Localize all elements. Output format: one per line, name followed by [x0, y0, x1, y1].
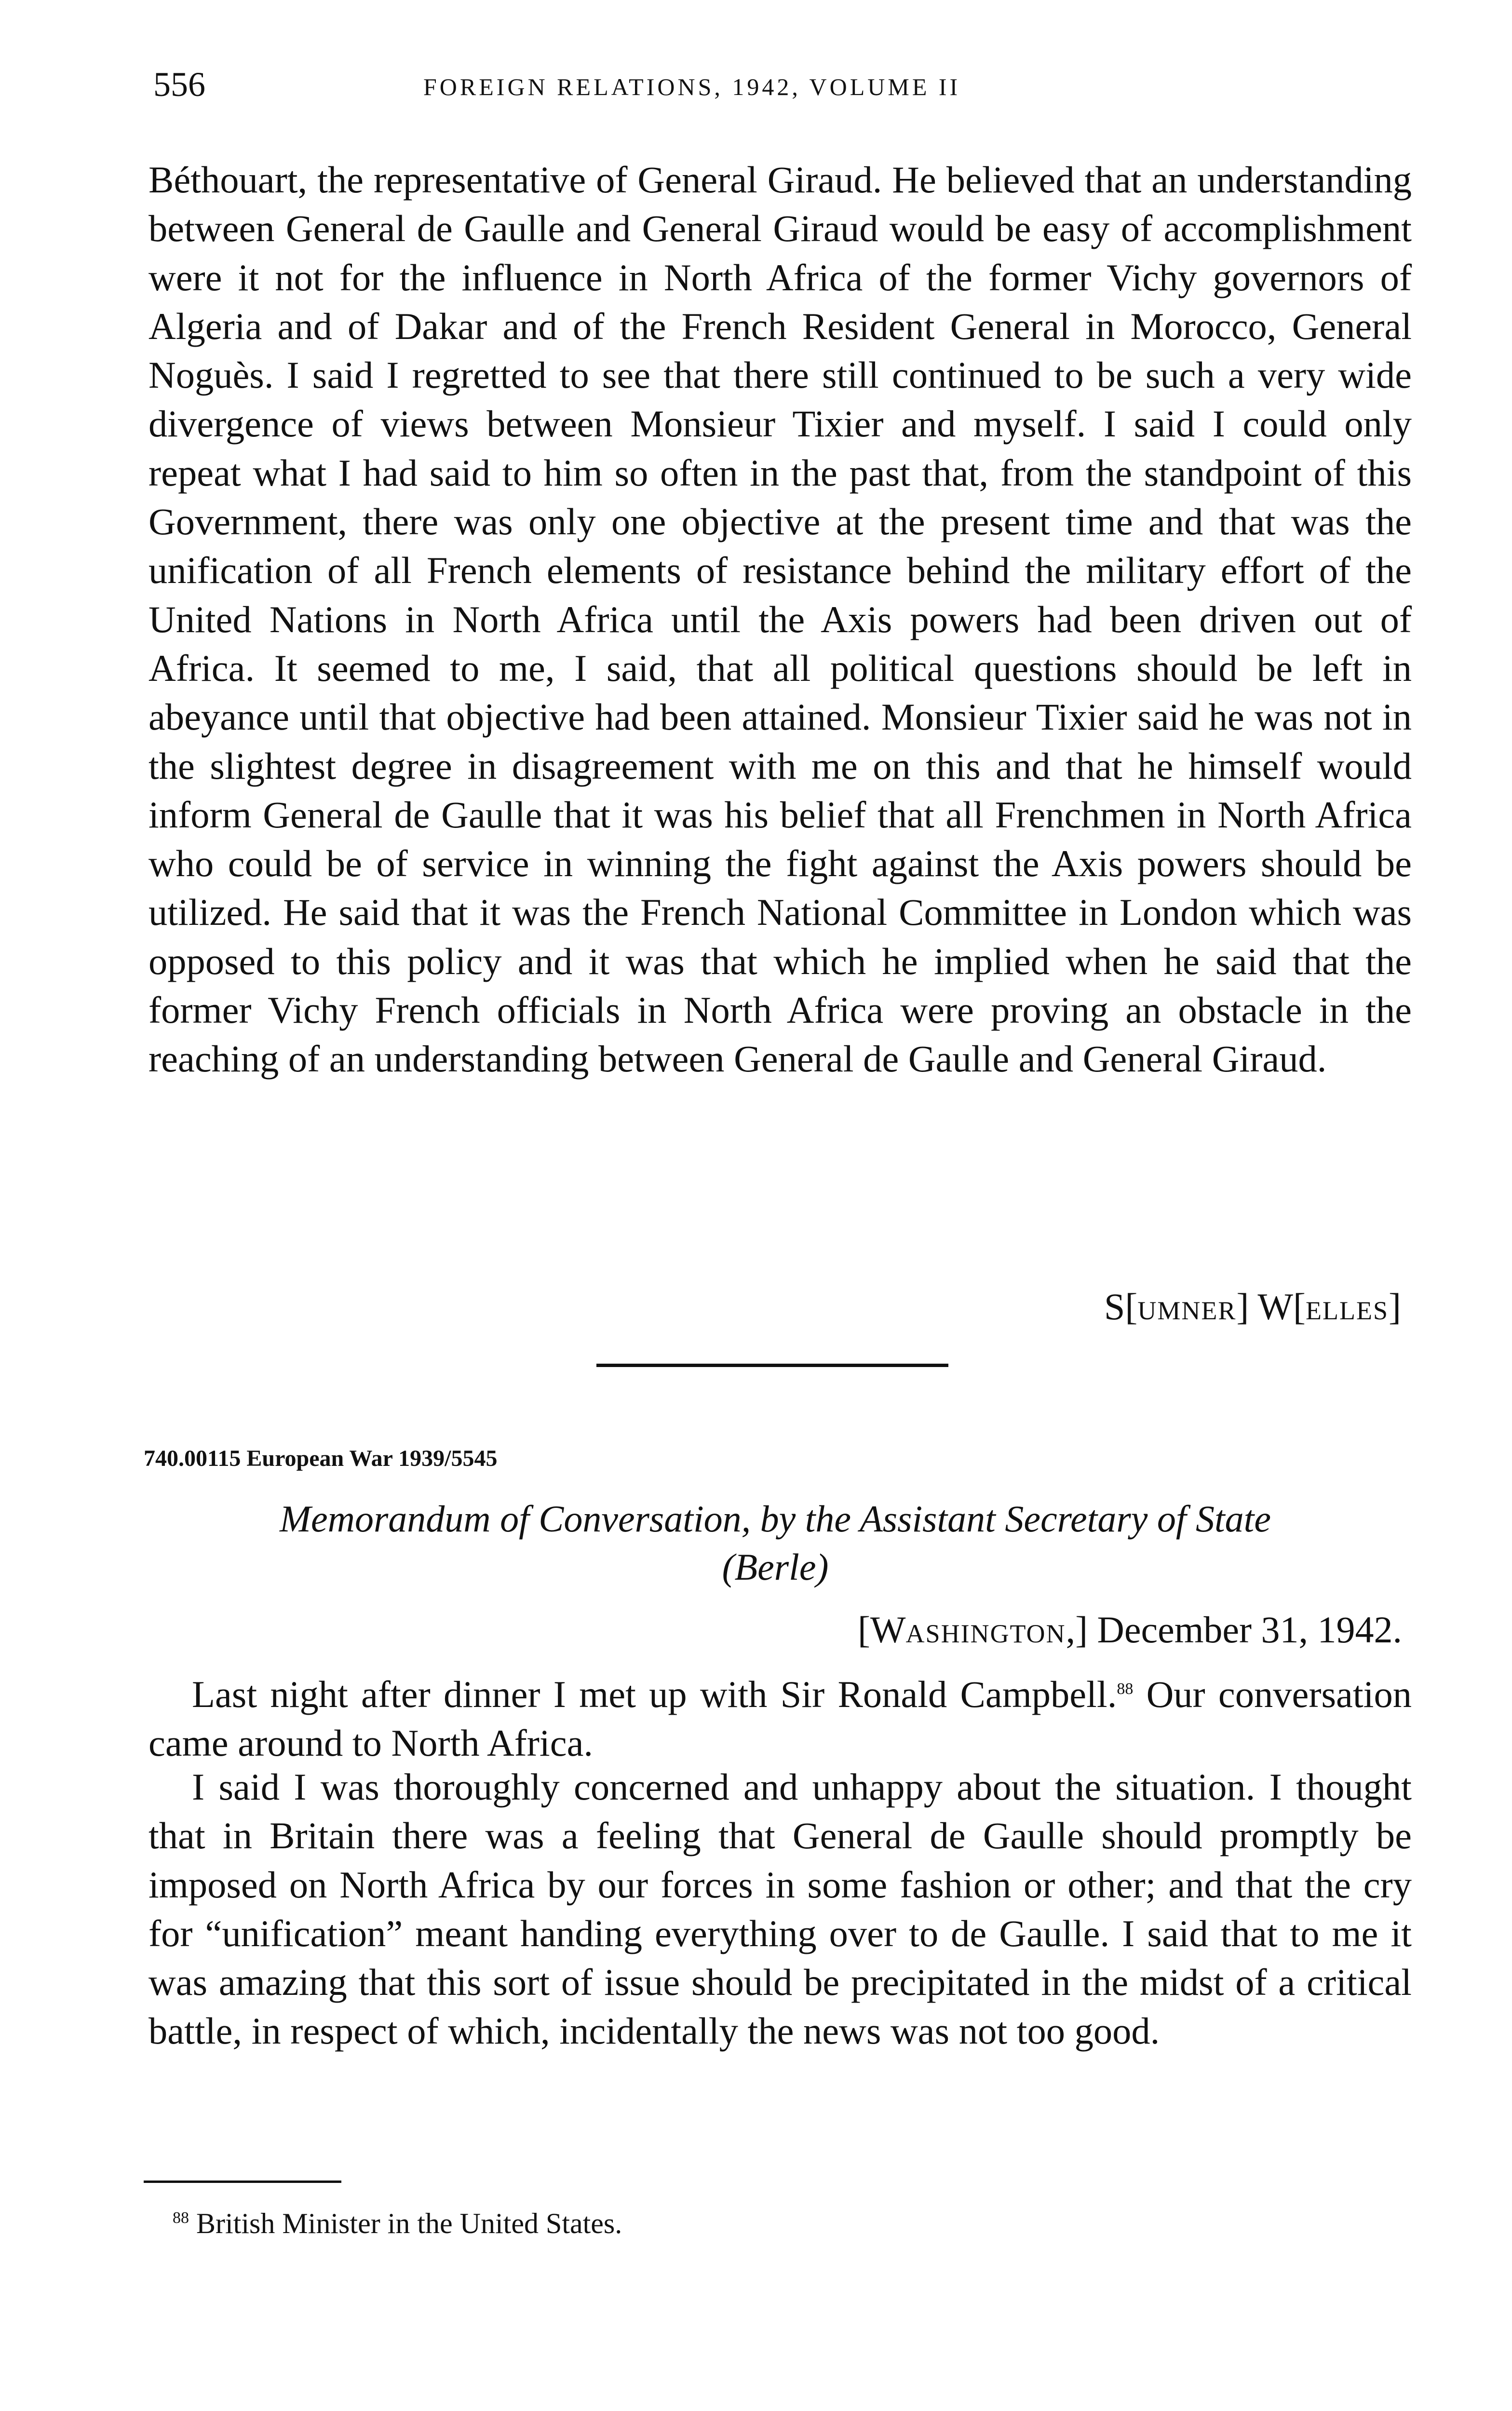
section-divider [596, 1364, 948, 1367]
footnote-text: British Minister in the United States. [189, 2208, 622, 2239]
body-paragraph-2 [148, 1665, 1412, 1768]
dateline-close: ,] December 31, 1942. [1066, 1609, 1402, 1651]
signature-s: S[ [1104, 1286, 1138, 1327]
body-paragraph-3: I said I was thoroughly concerned and unhappy about the situation. I thought that in Britain there was a feeling that General de Gaulle should promptly be imposed on North Africa by our forces in some fashion or other; and that the cry for “unification” meant handing everything over to de Gaulle. I said that to me it was amazing that this sort of issue should be precipitated in the midst of a critical battle, in respect of which, incidentally the news was not too good. [148, 1766, 1412, 2052]
page-number: 556 [153, 65, 205, 104]
page-header [153, 63, 1426, 121]
dateline-open: [W [857, 1609, 906, 1651]
signature [1104, 1283, 1401, 1335]
file-number: 740.00115 European War 1939/5545 [144, 1446, 498, 1471]
footnote-marker: 88 [173, 2209, 189, 2227]
footnote-reference: 88 [1117, 1680, 1134, 1698]
signature-end: ] [1389, 1286, 1401, 1327]
paragraph-2-text: Last night after dinner I met up with Sir Ronald Campbell. [192, 1673, 1117, 1716]
footnote-divider [144, 2181, 341, 2183]
dateline [858, 1606, 1402, 1658]
footnote [173, 2199, 622, 2243]
memo-title-line-1: Memorandum of Conversation, by the Assistant Secretary of State [280, 1498, 1271, 1540]
signature-mid: ] W[ [1236, 1286, 1306, 1327]
dateline-place: ASHINGTON [905, 1619, 1066, 1648]
paragraph-2-text-continued: Our conversation came around to North Africa. [148, 1673, 1412, 1764]
body-paragraph-1: Béthouart, the representative of General Giraud. He believed that an understanding between General de Gaulle and General Giraud would be easy of accomplishment were it not for the influence in North Africa of the former Vichy governors of Algeria and of Dakar and of the French Resident General in Morocco, General Noguès. I said I regretted to see that there still continued to be such a very wide divergence of views between Monsieur Tixier and myself. I said I could only repeat what I had said to him so often in the past that, from the standpoint of this Government, there was only one objective at the present time and that was the unification of all French elements of resistance behind the military effort of the United Nations in North Africa until the Axis powers had been driven out of Africa. It seemed to me, I said, that all political questions should be left in abeyance until that objective had been attained. Monsieur Tixier said he was not in the slightest degree in disagreement with me on this and that he himself would inform General de Gaulle that it was his belief that all Frenchmen in North Africa who could be of service in winning the fight against the Axis powers should be utilized. He said that it was the French National Committee in London which was opposed to this policy and it was that which he implied when he said that the former Vichy French officials in North Africa were proving an obstacle in the reaching of an understanding between General de Gaulle and General Giraud. [148, 159, 1412, 1080]
signature-s-rest: UMNER [1137, 1296, 1237, 1325]
memo-title-line-2: (Berle) [722, 1546, 829, 1588]
memo-title [144, 1495, 1407, 1591]
running-title: FOREIGN RELATIONS, 1942, VOLUME II [423, 73, 961, 100]
signature-w-rest: ELLES [1306, 1296, 1389, 1325]
